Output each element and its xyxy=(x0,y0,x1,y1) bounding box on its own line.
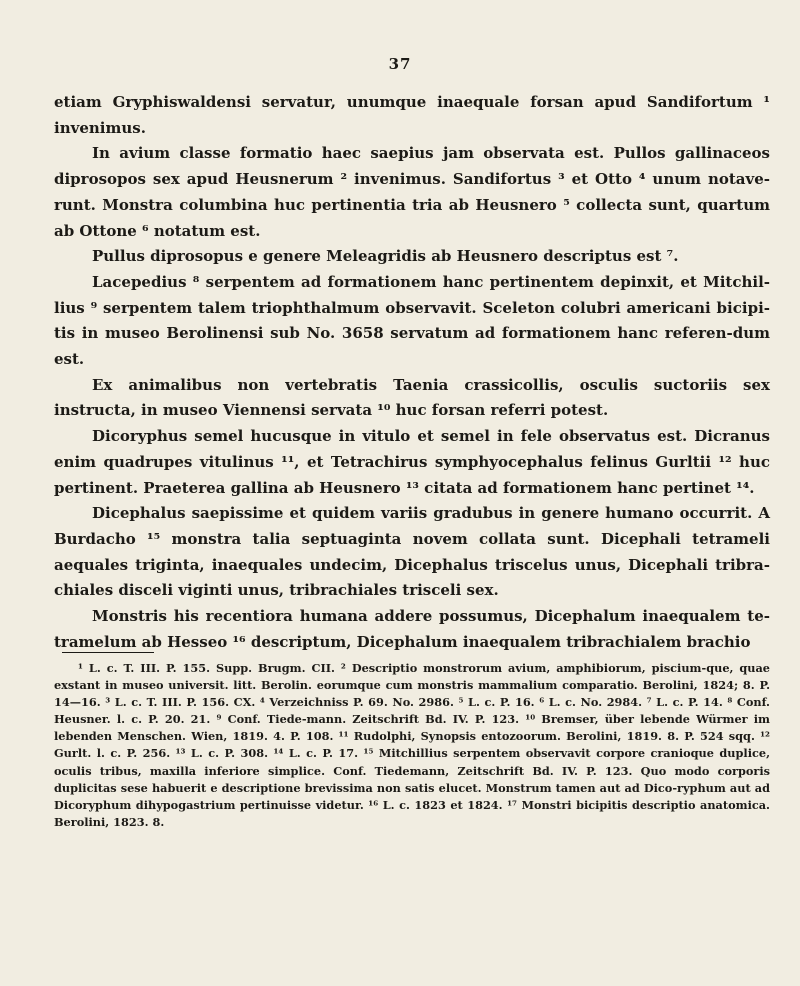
paragraph: Dicephalus saepissime et quidem variis gradubus in genere humano occurrit. A Burdacho ¹⁵ monstra talia septuaginta novem collata sunt. Dicephali tetrameli aequales triginta, inaequales undecim, Dicephalus triscelus unus, Dicephali tribra-chiales disceli viginti unus, tribrachiales trisceli sex. xyxy=(54,504,770,600)
footnote-text: ¹ L. c. T. III. P. 155. Supp. Brugm. CII. ² Descriptio monstrorum avium, amphibiorum, piscium-que, quae exstant in museo universit. litt. Berolin. eorumque cum monstris mammalium comparatio. Berolini, 1824; 8. P. 14—16. ³ L. c. T. III. P. 156. CX. ⁴ Verzeichniss P. 69. No. 2986. ⁵ L. c. P. 16. ⁶ L. c. No. 2984. ⁷ L. c. P. 14. ⁸ Conf. Heusner. l. c. P. 20. 21. ⁹ Conf. Tiede-mann. Zeitschrift Bd. IV. P. 123. ¹⁰ Bremser, über lebende Würmer im lebenden Menschen. Wien, 1819. 4. P. 108. ¹¹ Rudolphi, Synopsis entozoorum. Berolini, 1819. 8. P. 524 sqq. ¹² Gurlt. l. c. P. 256. ¹³ L. c. P. 308. ¹⁴ L. c. P. 17. ¹⁵ Mitchillius serpentem observavit corpore cranioque duplice, oculis tribus, maxilla inferiore simplice. Conf. Tiedemann, Zeitschrift Bd. IV. P. 123. Quo modo corporis duplicitas sese habuerit e descriptione brevissima non satis elucet. Monstrum tamen aut ad Dico-ryphum aut ad Dicoryphum dihypogastrium pertinuisse videtur. ¹⁶ L. c. 1823 et 1824. ¹⁷ Monstri bicipitis descriptio anatomica. Berolini, 1823. 8. xyxy=(54,661,770,829)
page-number: 37 xyxy=(388,55,412,73)
footnotes xyxy=(54,660,770,831)
paragraph: Monstris his recentiora humana addere possumus, Dicephalum inaequalem te-tramelum ab Hesseo ¹⁶ descriptum, Dicephalum inaequalem tribrachialem brachio xyxy=(54,607,770,651)
paragraph: Dicoryphus semel hucusque in vitulo et semel in fele observatus est. Dicranus enim quadrupes vitulinus ¹¹, et Tetrachirus symphyocephalus felinus Gurltii ¹² huc pertinent. Praeterea gallina ab Heusnero ¹³ citata ad formationem hanc pertinet ¹⁴. xyxy=(54,427,770,497)
paragraph: In avium classe formatio haec saepius jam observata est. Pullos gallinaceos diprosopos sex apud Heusnerum ² invenimus. Sandifortus ³ et Otto ⁴ unum notave-runt. Monstra columbina huc pertinentia tria ab Heusnero ⁵ collecta sunt, quartum ab Ottone ⁶ notatum est. xyxy=(54,144,770,240)
paragraph: Pullus diprosopus e genere Meleagridis ab Heusnero descriptus est ⁷. xyxy=(92,247,679,266)
paragraph: etiam Gryphiswaldensi servatur, unumque inaequale forsan apud Sandifortum ¹ invenimus. xyxy=(54,93,770,137)
body-text xyxy=(54,90,770,655)
footnote-divider xyxy=(62,652,154,653)
paragraph: Lacepedius ⁸ serpentem ad formationem hanc pertinentem depinxit, et Mitchil-lius ⁹ serpentem talem triophthalmum observavit. Sceleton colubri americani bicipi-tis in museo Berolinensi sub No. 3658 servatum ad formationem hanc referen-dum est. xyxy=(54,272,770,369)
paragraph: Ex animalibus non vertebratis Taenia crassicollis, osculis suctoriis sex instructa, in museo Viennensi servata ¹⁰ huc forsan referri potest. xyxy=(54,375,770,420)
